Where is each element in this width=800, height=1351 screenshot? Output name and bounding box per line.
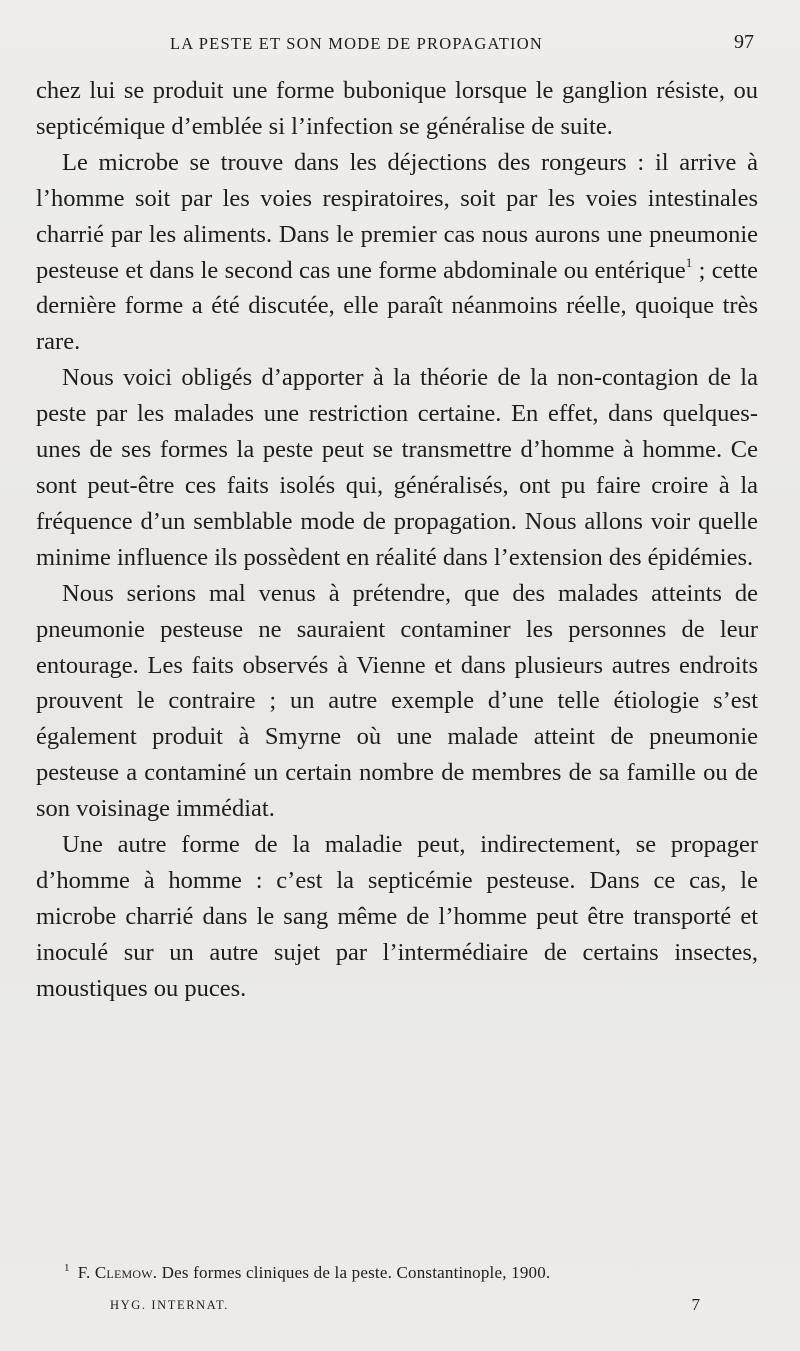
paragraph: Nous serions mal venus à prétendre, que des malades atteints de pneumonie pesteuse ne sauraient contaminer les personnes de leur entourage. Les faits observés à Vienne et dans plusieurs autres endroits prouvent le contraire ; un autre exemple d’une telle étiologie s’est également produit à Smyrne où une malade atteint de pneumonie pesteuse a contaminé un certain nombre de membres de sa famille ou de son voisinage immédiat. bbox=[36, 579, 758, 823]
running-title: LA PESTE ET SON MODE DE PROPAGATION bbox=[170, 34, 543, 53]
footnote-reference: 1 bbox=[685, 254, 693, 270]
paragraph-text: Le microbe se trouve dans les déjections des rongeurs : il arrive à l’homme soit par les voies respiratoires, soit par les voies intestinales charrié par les aliments. Dans le premier cas nous aurons une pneumonie pesteuse et dans le second cas une forme abdominale ou entérique bbox=[36, 148, 758, 284]
footnote-text: Des formes cliniques de la peste. Constantinople, 1900. bbox=[157, 1263, 551, 1282]
paragraph: Nous voici obligés d’apporter à la théorie de la non-contagion de la peste par les malades une restriction certaine. En effet, dans quelques-unes de ses formes la peste peut se transmettre d’homme à homme. Ce sont peut-être ces faits isolés qui, généralisés, ont pu faire croire à la fréquence d’un semblable mode de propagation. Nous allons voir quelle minime influence ils possèdent en réalité dans l’extension des épidémies. bbox=[36, 364, 758, 571]
page-header bbox=[36, 28, 754, 58]
page-number: 97 bbox=[734, 31, 754, 53]
signature-number: 7 bbox=[691, 1295, 700, 1314]
paragraph: Une autre forme de la maladie peut, indirectement, se propager d’homme à homme : c’est la septicémie pesteuse. Dans ce cas, le microbe charrié dans le sang même de l’homme peut être transporté et inoculé sur un autre sujet par l’intermédiaire de certains insectes, moustiques ou puces. bbox=[36, 831, 758, 1002]
printer-signature bbox=[110, 1295, 700, 1317]
footnote bbox=[64, 1262, 744, 1283]
body-text bbox=[36, 73, 758, 1007]
paragraph-text: ; cette dernière forme a été discutée, elle paraît néanmoins réelle, quoique très rare. bbox=[36, 256, 758, 356]
footnote-marker: 1 bbox=[64, 1262, 70, 1274]
signature-label: HYG. INTERNAT. bbox=[110, 1298, 230, 1312]
footnote-author: F. Clemow. bbox=[77, 1263, 158, 1282]
paragraph: chez lui se produit une forme bubonique lorsque le ganglion résiste, ou septicémique d’emblée si l’infection se généralise de suite. bbox=[36, 77, 758, 140]
paragraph bbox=[36, 145, 758, 360]
